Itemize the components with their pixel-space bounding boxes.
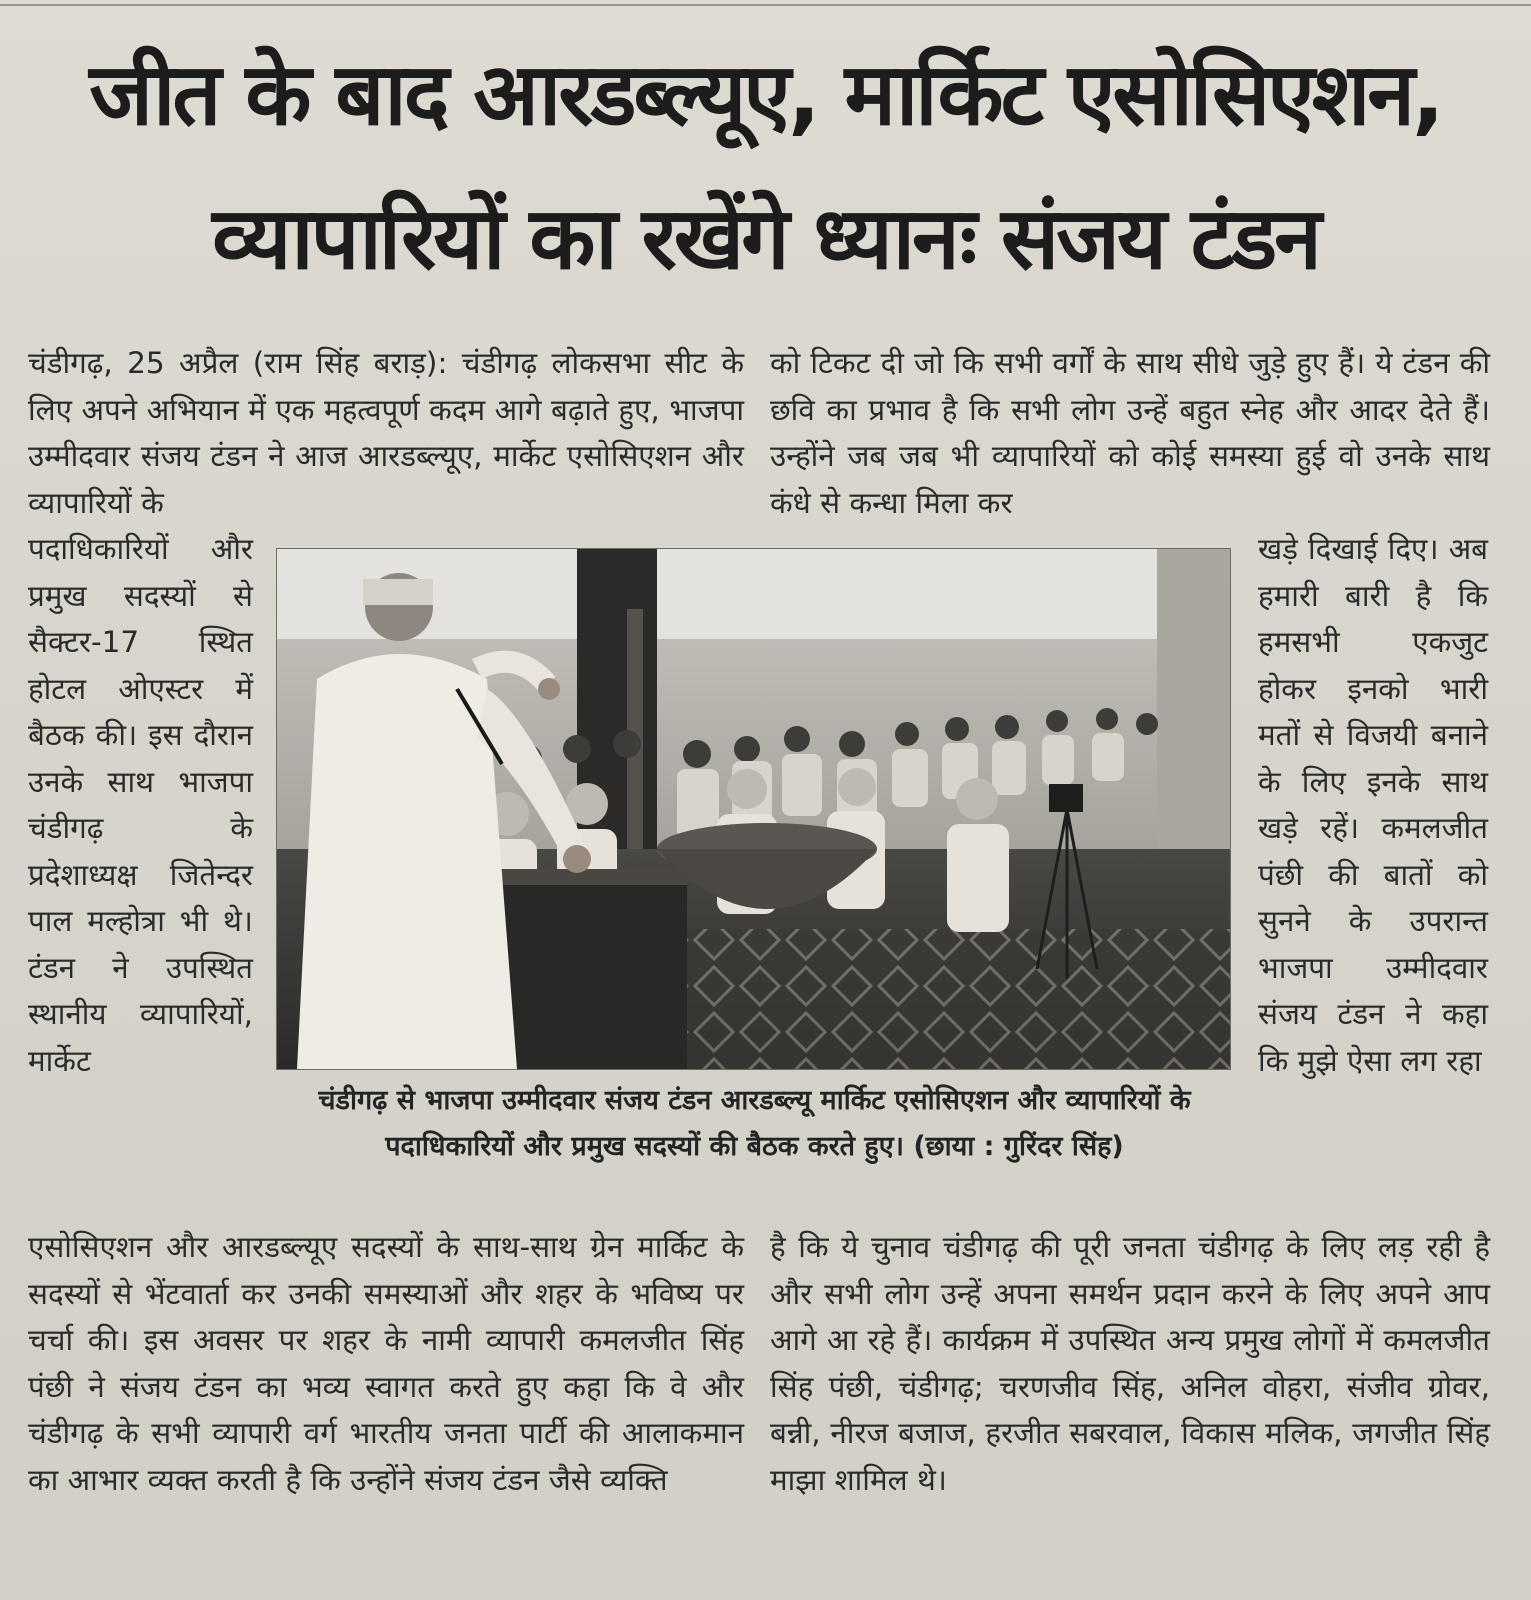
article-left-middle: पदाधिकारियों और प्रमुख सदस्यों से सैक्टर-17 स्थित होटल ओएस्टर में बैठक की। इस दौरान उनके साथ भाजपा चंडीगढ़ के प्रदेशाध्यक्ष जितेन्दर पाल मल्होत्रा भी थे। टंडन ने उपस्थित स्थानीय व्यापारियों, मार्केट [28, 532, 253, 1078]
article-left-bottom: एसोसिएशन और आरडब्ल्यूए सदस्यों के साथ-साथ ग्रेन मार्किट के सदस्यों से भेंटवार्ता कर उनकी समस्याओं और शहर के भविष्य पर चर्चा की। इस अवसर पर शहर के नामी व्यापारी कमलजीत सिंह पंछी ने संजय टंडन का भव्य स्वागत करते हुए कहा कि वे और चंडीगढ़ के सभी व्यापारी वर्ग भारतीय जनता पार्टी की आलाकमान का आभार व्यक्त करती है कि उन्होंने संजय टंडन जैसे व्यक्ति [28, 1230, 744, 1497]
news-photo [276, 548, 1231, 1070]
headline-line-1: जीत के बाद आरडब्ल्यूए, मार्किट एसोसिएशन, [89, 45, 1442, 145]
top-rule [0, 4, 1531, 6]
article-right-bottom: है कि ये चुनाव चंडीगढ़ की पूरी जनता चंडीगढ़ के लिए लड़ रही है और सभी लोग उन्हें अपना समर्थन प्रदान करने के लिए अपने आप आगे आ रहे हैं। कार्यक्रम में उपस्थित अन्य प्रमुख लोगों में कमलजीत सिंह पंछी, चंडीगढ़; चरणजीव सिंह, अनिल वोहरा, संजीव ग्रोवर, बन्नी, नीरज बजाज, हरजीत सबरवाल, विकास मलिक, जगजीत सिंह माझा शामिल थे। [770, 1230, 1490, 1497]
headline-line-2: व्यापारियों का रखेंगे ध्यानः संजय टंडन [212, 189, 1319, 289]
article-right-top: को टिकट दी जो कि सभी वर्गों के साथ सीधे जुड़े हुए हैं। ये टंडन की छवि का प्रभाव है कि सभी लोग उन्हें बहुत स्नेह और आदर देते हैं। उन्होंने जब जब भी व्यापारियों को कोई समस्या हुई वो उनके साथ कंधे से कन्धा मिला कर [770, 346, 1490, 520]
article-left-top: चंडीगढ़, 25 अप्रैल (राम सिंह बराड़): चंडीगढ़ लोकसभा सीट के लिए अपने अभियान में एक महत्वपूर्ण कदम आगे बढ़ाते हुए, भाजपा उम्मीदवार संजय टंडन ने आज आरडब्ल्यूए, मार्केट एसोसिएशन और व्यापारियों के [28, 346, 744, 520]
article-right-middle: खड़े दिखाई दिए। अब हमारी बारी है कि हमसभी एकजुट होकर इनको भारी मतों से विजयी बनाने के लिए इनके साथ खड़े रहें। कमलजीत पंछी की बातों को सुनने के उपरान्त भाजपा उम्मीदवार संजय टंडन ने कहा कि मुझे ऐसा लग रहा [1258, 532, 1488, 1078]
photo-caption: चंडीगढ़ से भाजपा उम्मीदवार संजय टंडन आरडब्ल्यू मार्किट एसोसिएशन और व्यापारियों के पदाधिकारियों और प्रमुख सदस्यों की बैठक करते हुए। (छाया : गुरिंदर सिंह) [318, 1085, 1191, 1162]
